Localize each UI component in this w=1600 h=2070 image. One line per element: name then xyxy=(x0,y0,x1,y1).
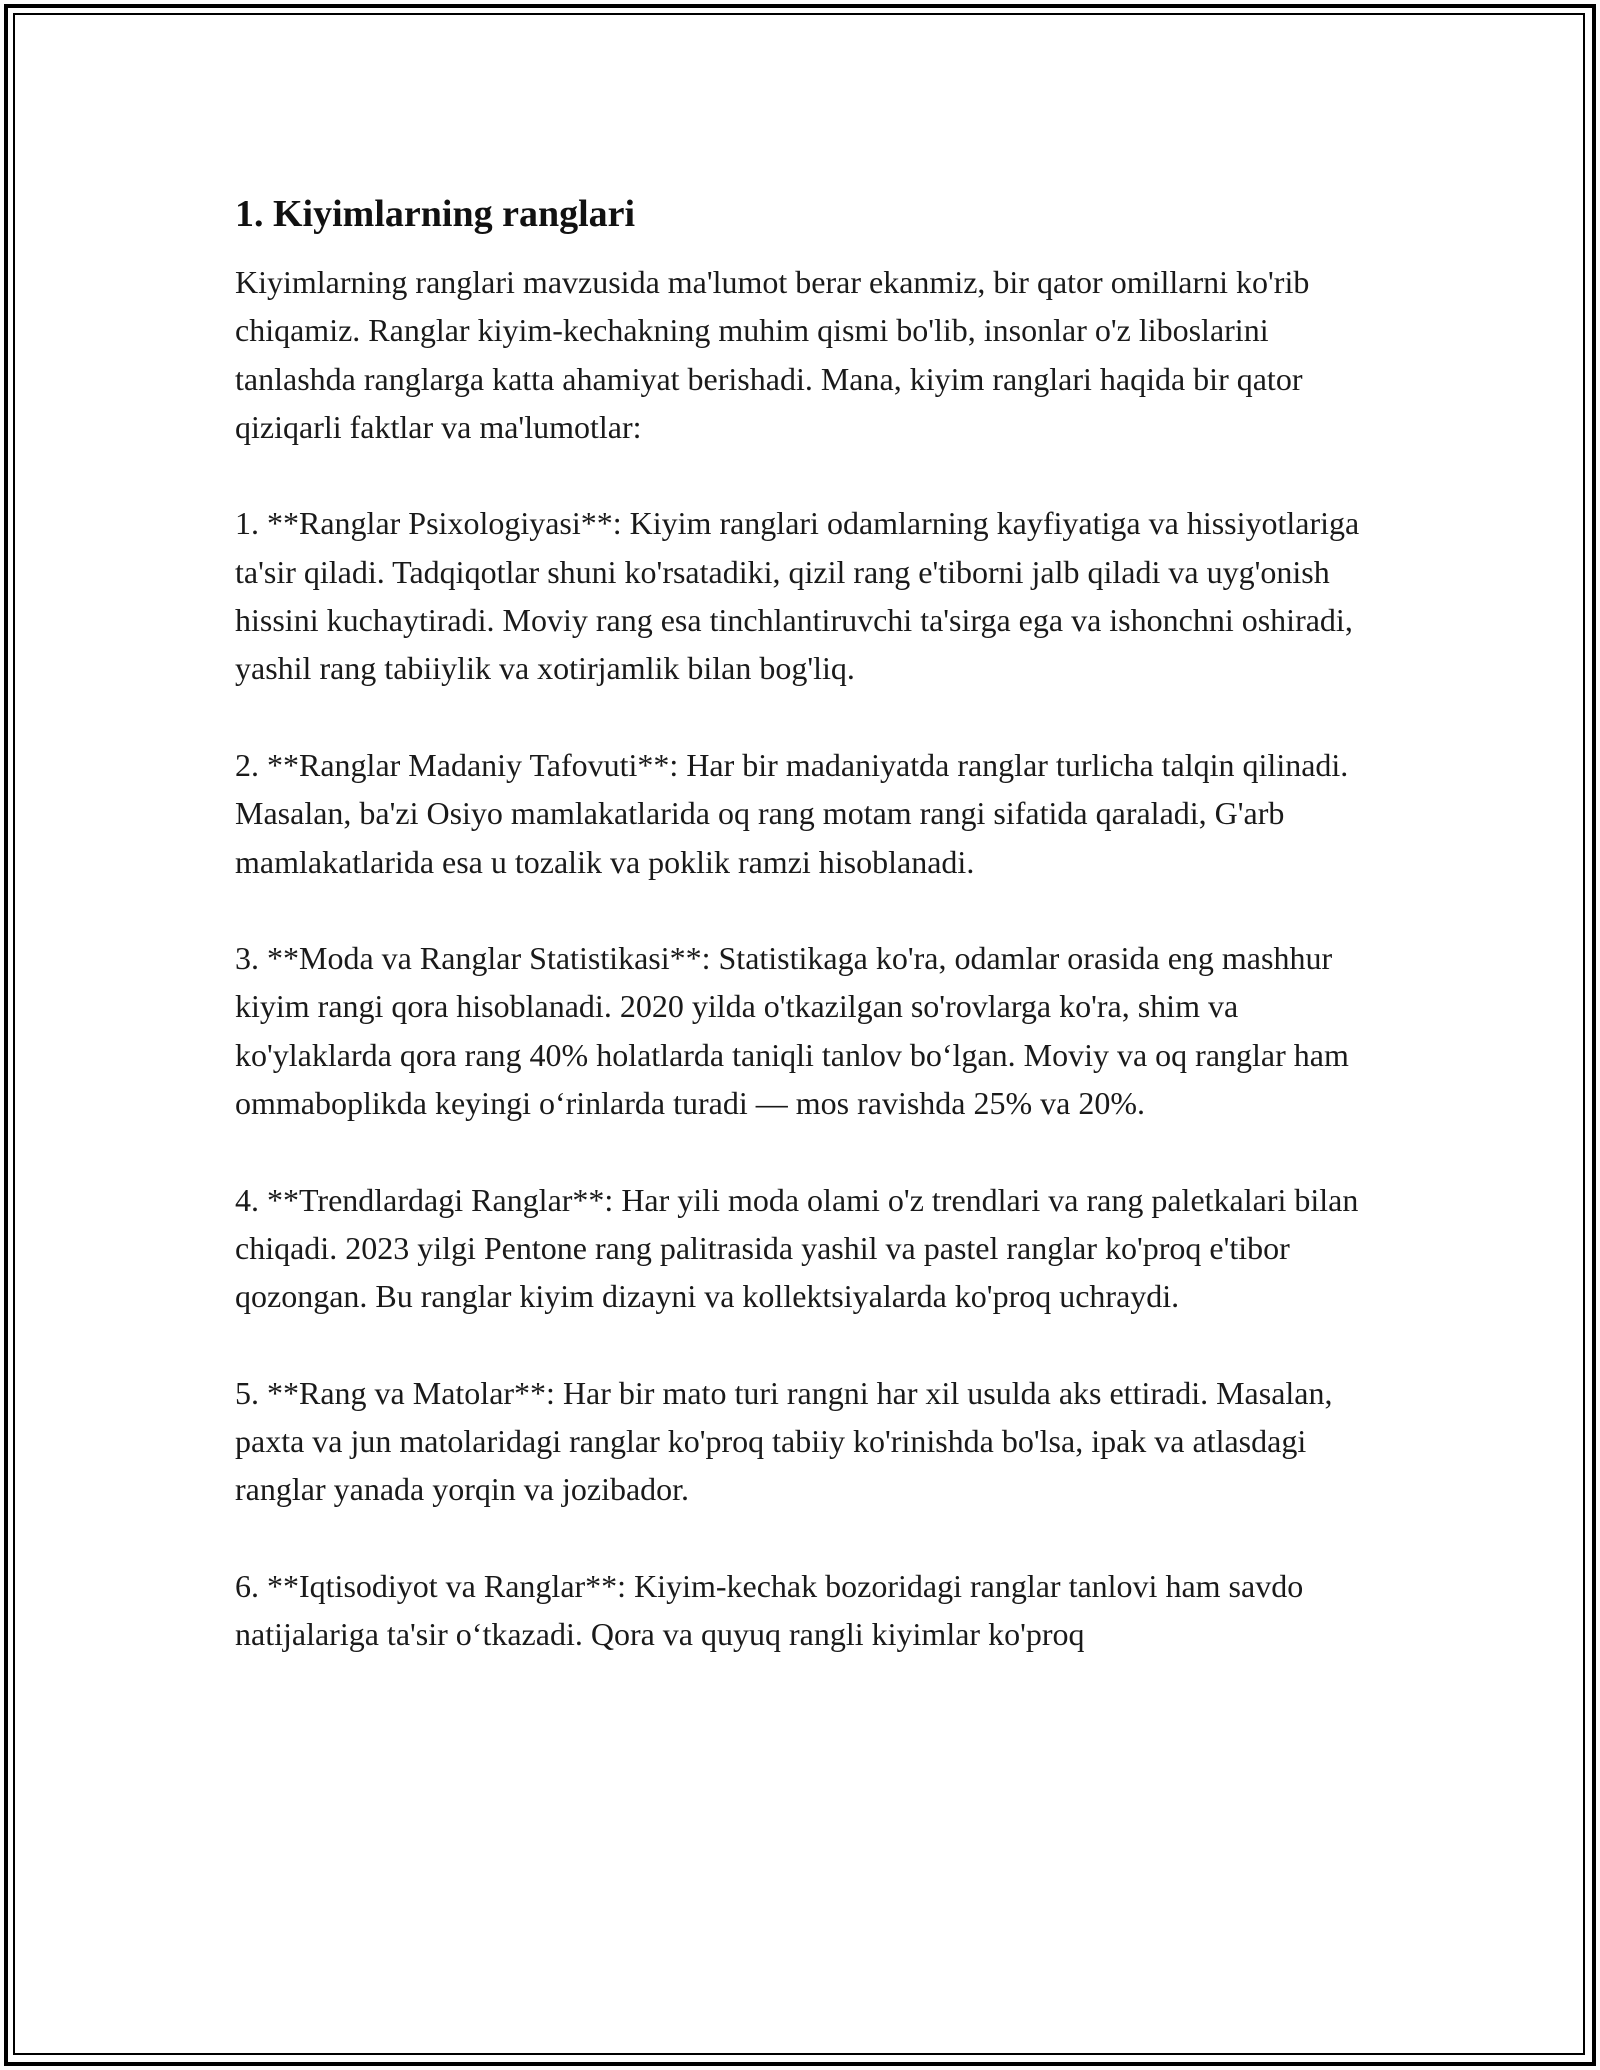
intro-paragraph: Kiyimlarning ranglari mavzusida ma'lumot berar ekanmiz, bir qator omillarni ko'rib chiqamiz. Ranglar kiyim-kechakning muhim qismi bo'lib, insonlar o'z liboslarini tanlashda ranglarga katta ahamiyat berishadi. Mana, kiyim ranglari haqida bir qator qiziqarli faktlar va ma'lumotlar: xyxy=(235,264,1310,445)
paragraph-trends: 4. **Trendlardagi Ranglar**: Har yili moda olami o'z trendlari va rang paletkalari bilan chiqadi. 2023 yilgi Pentone rang palitrasida yashil va pastel ranglar ko'proq e'tibor qozongan. Bu ranglar kiyim dizayni va kollektsiyalarda ko'proq uchraydi. xyxy=(235,1181,1359,1315)
paragraph-fabrics: 5. **Rang va Matolar**: Har bir mato turi rangni har xil usulda aks ettiradi. Masalan, paxta va jun matolaridagi ranglar ko'proq tabiiy ko'rinishda bo'lsa, ipak va atlasdagi ranglar yanada yorqin va jozibador. xyxy=(235,1374,1333,1508)
document-body xyxy=(235,188,1375,1707)
paragraph-cultural-difference: 2. **Ranglar Madaniy Tafovuti**: Har bir madaniyatda ranglar turlicha talqin qilinadi. Masalan, ba'zi Osiyo mamlakatlarida oq rang motam rangi sifatida qaraladi, G'arb mamlakatlarida esa u tozalik va poklik ramzi hisoblanadi. xyxy=(235,746,1349,880)
section-heading: 1. Kiyimlarning ranglari xyxy=(235,193,636,235)
paragraph-psychology: 1. **Ranglar Psixologiyasi**: Kiyim ranglari odamlarning kayfiyatiga va hissiyotlariga ta'sir qiladi. Tadqiqotlar shuni ko'rsatadiki, qizil rang e'tiborni jalb qiladi va uyg'onish hissini kuchaytiradi. Moviy rang esa tinchlantiruvchi ta'sirga ega va ishonchni oshiradi, yashil rang tabiiylik va xotirjamlik bilan bog'liq. xyxy=(235,505,1360,687)
paragraph-economy: 6. **Iqtisodiyot va Ranglar**: Kiyim-kechak bozoridagi ranglar tanlovi ham savdo natijalariga ta'sir o‘tkazadi. Qora va quyuq rangli kiyimlar ko'proq xyxy=(235,1568,1304,1653)
paragraph-fashion-statistics: 3. **Moda va Ranglar Statistikasi**: Statistikaga ko'ra, odamlar orasida eng mashhur kiyim rangi qora hisoblanadi. 2020 yilda o'tkazilgan so'rovlarga ko'ra, shim va ko'ylaklarda qora rang 40% holatlarda taniqli tanlov bo‘lgan. Moviy va oq ranglar ham ommaboplikda keyingi o‘rinlarda turadi — mos ravishda 25% va 20%. xyxy=(235,940,1349,1122)
